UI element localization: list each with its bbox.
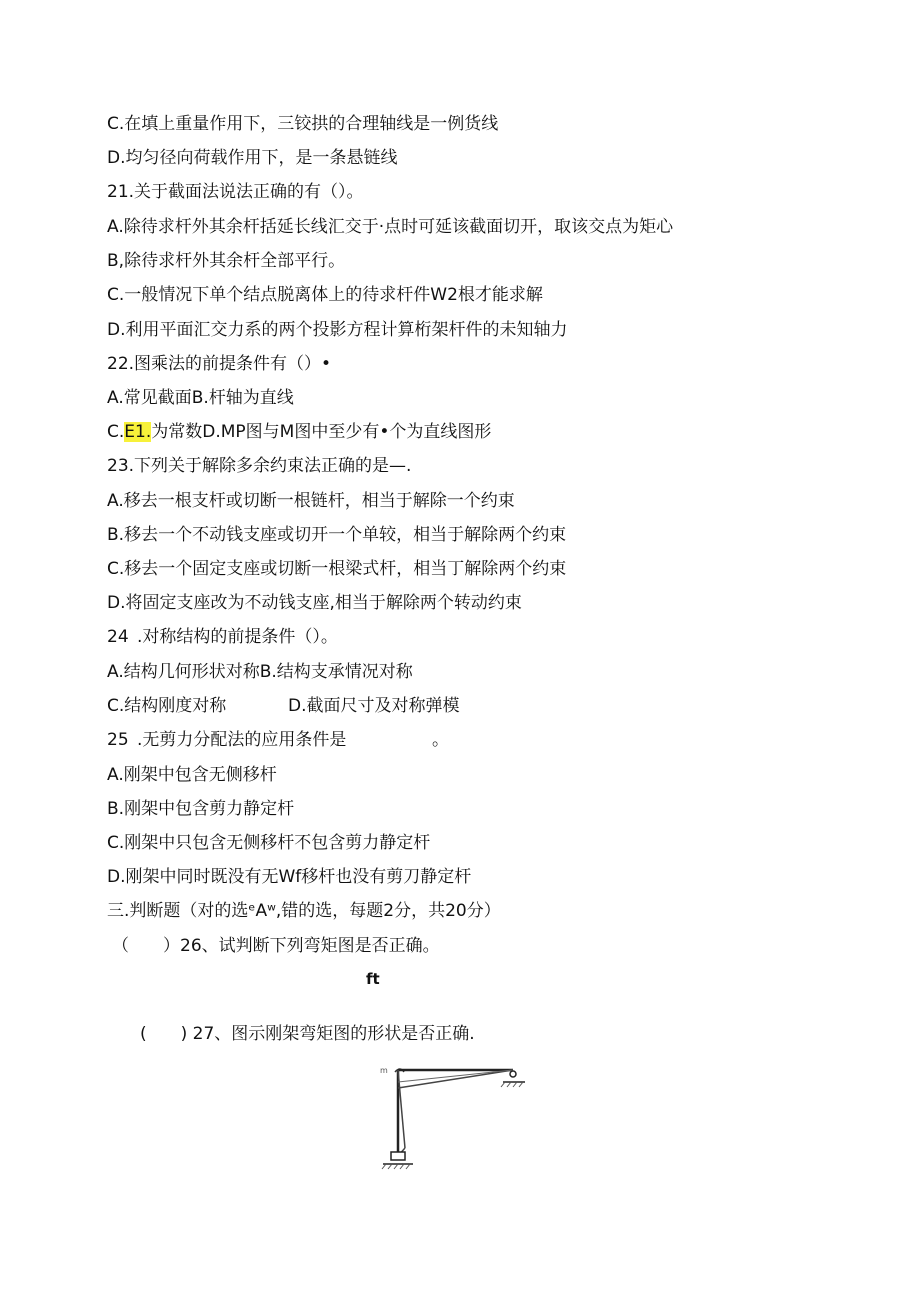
- q24-options-ab: A.结构几何形状对称B.结构支承情况对称: [107, 662, 413, 682]
- q25-option-b: B.刚架中包含剪力静定杆: [107, 799, 295, 819]
- q24-options-cd: [107, 695, 460, 717]
- q23-option-d: D.将固定支座改为不动钱支座,相当于解除两个转动约束: [107, 593, 522, 613]
- q26-text: （ ）26、试判断下列弯矩图是否正确。: [112, 936, 440, 956]
- q21-option-a: A.除待求杆外其余杆括延长线汇交于·点时可延该截面切开，取该交点为矩心: [107, 217, 674, 237]
- q26-figure-caption: ft: [366, 970, 380, 988]
- q25-option-a: A.刚架中包含无侧移杆: [107, 765, 277, 785]
- frame-diagram: [378, 1060, 538, 1172]
- q25-option-c: C.刚架中只包含无侧移杆不包含剪力静定杆: [107, 833, 431, 853]
- q22-c-rest: 为常数D.MP图与M图中至少有•个为直线图形: [151, 422, 492, 442]
- q23-option-a: A.移去一根支杆或切断一根链杆，相当于解除一个约束: [107, 491, 515, 511]
- q22-stem: 22.图乘法的前提条件有（）•: [107, 354, 332, 374]
- q27-text: ( ) 27、图示刚架弯矩图的形状是否正确.: [140, 1024, 475, 1044]
- q22-options-cd: [107, 421, 491, 443]
- q24-stem: .对称结构的前提条件（）。: [137, 627, 338, 647]
- q24-stem-line: [107, 626, 338, 648]
- q22-highlight: E1.: [124, 422, 152, 442]
- moment-diagram-beam-line-2: [398, 1070, 513, 1082]
- section-heading: 三.判断题（对的选ᵉAʷ,错的选，每题2分，共20分）: [107, 901, 501, 921]
- q22-c-prefix: C.: [107, 422, 125, 442]
- moment-diagram-beam-line: [398, 1070, 513, 1088]
- hinge-support: [510, 1071, 516, 1077]
- fixed-support: [391, 1152, 405, 1160]
- q21-option-b: B,除待求杆外其余杆全部平行。: [107, 251, 346, 271]
- q23-stem: 23.下列关于解除多余约束法正确的是—.: [107, 456, 412, 476]
- q21-stem: 21.关于截面法说法正确的有（）。: [107, 182, 364, 202]
- q24-option-d: D.截面尺寸及对称弹模: [288, 696, 460, 716]
- q24-option-c: C.结构刚度对称: [107, 696, 227, 716]
- q20-option-c: C.在填上重量作用下，三铰拱的合理轴线是一例货线: [107, 114, 499, 134]
- q25-stem: .无剪力分配法的应用条件是: [137, 730, 347, 750]
- q24-number: 24: [107, 627, 129, 647]
- q25-option-d: D.刚架中同时既没有无Wf移杆也没有剪刀静定杆: [107, 867, 472, 887]
- q25-stem-line: [107, 729, 449, 751]
- figure-label-m: m: [380, 1066, 388, 1075]
- q23-option-b: B.移去一个不动钱支座或切开一个单较，相当于解除两个约束: [107, 525, 567, 545]
- q20-option-d: D.均匀径向荷载作用下，是一条悬链线: [107, 148, 398, 168]
- q25-number: 25: [107, 730, 129, 750]
- q22-options-ab: A.常见截面B.杆轴为直线: [107, 388, 294, 408]
- q23-option-c: C.移去一个固定支座或切断一根梁式杆，相当丁解除两个约束: [107, 559, 567, 579]
- q21-option-d: D.利用平面汇交力系的两个投影方程计算桁架杆件的未知轴力: [107, 320, 568, 340]
- q25-stem-end: 。: [432, 730, 449, 750]
- q21-option-c: C.一般情况下单个结点脱离体上的待求杆件W2根才能求解: [107, 285, 543, 305]
